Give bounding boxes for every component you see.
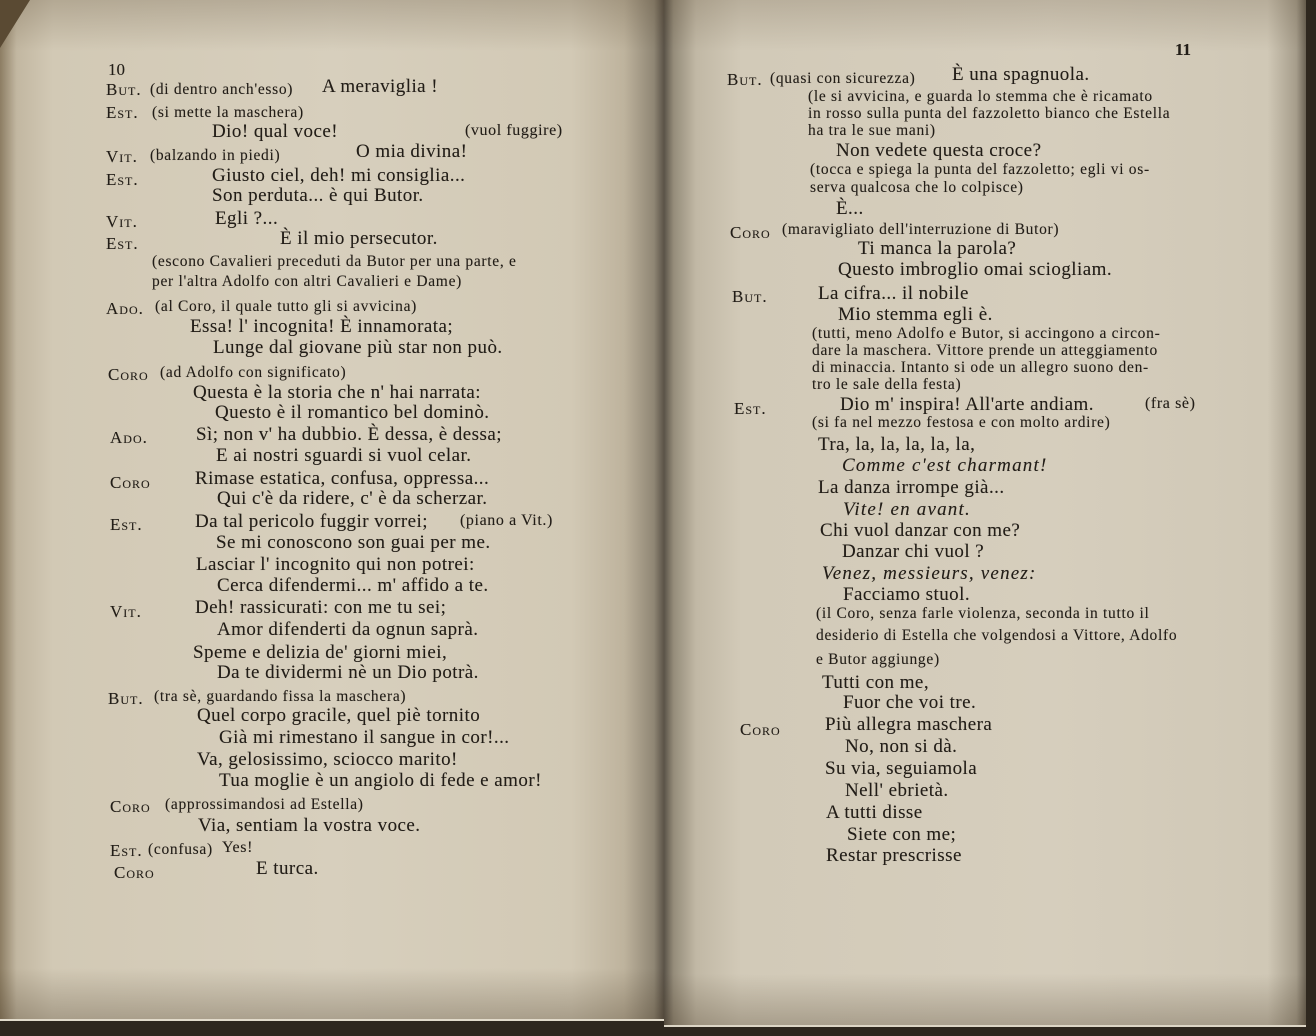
aside-direction: (vuol fuggire) xyxy=(465,122,563,139)
verse-line: Rimase estatica, confusa, oppressa... xyxy=(195,468,490,489)
verse-line: Quel corpo gracile, quel piè tornito xyxy=(197,705,481,726)
stage-direction: desiderio di Estella che volgendosi a Vittore, Adolfo xyxy=(816,627,1178,644)
verse-line: Fuor che voi tre. xyxy=(843,692,977,713)
speaker-label: Coro xyxy=(108,365,149,384)
verse-line: Questo imbroglio omai sciogliam. xyxy=(838,259,1113,280)
speaker-label: Coro xyxy=(110,473,151,492)
verse-line: Dio! qual voce! xyxy=(212,121,338,142)
verse-line: E turca. xyxy=(256,858,319,879)
verse-line: È il mio persecutor. xyxy=(280,228,438,249)
page-corner-fold xyxy=(0,0,30,48)
speaker-label: Est. xyxy=(106,170,139,189)
speaker-label: Coro xyxy=(730,223,771,242)
verse-line: Giusto ciel, deh! mi consiglia... xyxy=(212,165,466,186)
stage-direction: ha tra le sue mani) xyxy=(808,122,936,139)
verse-line: Via, sentiam la vostra voce. xyxy=(198,815,421,836)
stage-direction: (confusa) xyxy=(148,841,213,858)
stage-direction: e Butor aggiunge) xyxy=(816,651,940,668)
speaker-label: Coro xyxy=(110,797,151,816)
stage-direction: (balzando in piedi) xyxy=(150,147,281,164)
verse-line: Deh! rassicurati: con me tu sei; xyxy=(195,597,447,618)
speaker-label: Est. xyxy=(734,399,767,418)
verse-line: Egli ?... xyxy=(215,208,279,229)
verse-line: Questo è il romantico bel dominò. xyxy=(215,402,490,423)
stage-direction: dare la maschera. Vittore prende un atteggiamento xyxy=(812,342,1158,359)
verse-line: Lasciar l' incognito qui non potrei: xyxy=(196,554,475,575)
verse-line: Tra, la, la, la, la, la, xyxy=(818,434,976,455)
verse-line: Son perduta... è qui Butor. xyxy=(212,185,424,206)
speaker-label: But. xyxy=(106,80,142,99)
verse-line: Va, gelosissimo, sciocco marito! xyxy=(197,749,458,770)
stage-direction: per l'altra Adolfo con altri Cavalieri e Dame) xyxy=(152,273,463,290)
stage-direction: (tutti, meno Adolfo e Butor, si accingono a circon- xyxy=(812,325,1161,342)
stage-direction: (ad Adolfo con significato) xyxy=(160,364,347,381)
speaker-label: But. xyxy=(727,70,763,89)
stage-direction: (approssimandosi ad Estella) xyxy=(165,796,364,813)
speaker-label: Ado. xyxy=(110,428,148,447)
verse-line-french: Vite! en avant. xyxy=(843,499,971,520)
verse-line: No, non si dà. xyxy=(845,736,958,757)
verse-line: Questa è la storia che n' hai narrata: xyxy=(193,382,481,403)
verse-line: Essa! l' incognita! È innamorata; xyxy=(190,316,454,337)
verse-line: Non vedete questa croce? xyxy=(836,140,1042,161)
verse-line: Nell' ebrietà. xyxy=(845,780,949,801)
stage-direction: serva qualcosa che lo colpisce) xyxy=(810,179,1024,196)
verse-line: Ti manca la parola? xyxy=(858,238,1017,259)
speaker-label: Vit. xyxy=(110,602,142,621)
stage-direction: (di dentro anch'esso) xyxy=(150,81,294,98)
verse-line: Cerca difendermi... m' affido a te. xyxy=(217,575,489,596)
stage-direction: (si mette la maschera) xyxy=(152,104,304,121)
speaker-label: Est. xyxy=(106,234,139,253)
stage-direction: (le si avvicina, e guarda lo stemma che è ricamato xyxy=(808,88,1153,105)
verse-line: Tutti con me, xyxy=(822,672,930,693)
page-number: 10 xyxy=(108,60,125,79)
verse-line: È una spagnuola. xyxy=(952,64,1090,85)
speaker-label: Vit. xyxy=(106,147,138,166)
stage-direction: (quasi con sicurezza) xyxy=(770,70,916,87)
verse-line: La cifra... il nobile xyxy=(818,283,969,304)
verse-line: Più allegra maschera xyxy=(825,714,993,735)
stage-direction: in rosso sulla punta del fazzoletto bianco che Estella xyxy=(808,105,1171,122)
page-number: 11 xyxy=(1175,40,1192,59)
stage-direction: (tocca e spiega la punta del fazzoletto; egli vi os- xyxy=(810,161,1150,178)
speaker-label: Est. xyxy=(106,103,139,122)
verse-line-french: Venez, messieurs, venez: xyxy=(822,563,1037,584)
speaker-label: Coro xyxy=(740,720,781,739)
verse-line: Da te dividermi nè un Dio potrà. xyxy=(217,662,479,683)
speaker-label: Coro xyxy=(114,863,155,882)
stage-direction: (al Coro, il quale tutto gli si avvicina) xyxy=(155,298,418,315)
verse-line: Speme e delizia de' giorni miei, xyxy=(193,642,448,663)
verse-line: Tua moglie è un angiolo di fede e amor! xyxy=(219,770,542,791)
left-page xyxy=(0,0,664,1019)
stage-direction: tro le sale della festa) xyxy=(812,376,962,393)
verse-line: Siete con me; xyxy=(847,824,957,845)
verse-line: Danzar chi vuol ? xyxy=(842,541,985,562)
verse-line: Qui c'è da ridere, c' è da scherzar. xyxy=(217,488,488,509)
stage-direction: di minaccia. Intanto si ode un allegro suono den- xyxy=(812,359,1149,376)
stage-direction: (escono Cavalieri preceduti da Butor per una parte, e xyxy=(152,253,517,270)
verse-line: A meraviglia ! xyxy=(322,76,439,97)
speaker-label: Est. xyxy=(110,515,143,534)
verse-line: Mio stemma egli è. xyxy=(838,304,993,325)
right-page xyxy=(664,0,1306,1025)
verse-line: Facciamo stuol. xyxy=(843,584,971,605)
verse-line-french: Comme c'est charmant! xyxy=(842,455,1048,476)
stage-direction: (si fa nel mezzo festosa e con molto ardire) xyxy=(812,414,1111,431)
verse-line: Se mi conoscono son guai per me. xyxy=(216,532,491,553)
verse-line: Amor difenderti da ognun saprà. xyxy=(217,619,479,640)
speaker-label: Est. xyxy=(110,841,143,860)
speaker-label: But. xyxy=(732,287,768,306)
verse-line: Chi vuol danzar con me? xyxy=(820,520,1021,541)
verse-line: O mia divina! xyxy=(356,141,468,162)
verse-line: E ai nostri sguardi si vuol celar. xyxy=(216,445,472,466)
verse-line: Su via, seguiamola xyxy=(825,758,978,779)
verse-line: È... xyxy=(836,198,864,219)
aside-direction: (fra sè) xyxy=(1145,395,1196,412)
verse-line: Dio m' inspira! All'arte andiam. xyxy=(840,394,1094,415)
verse-line: A tutti disse xyxy=(826,802,923,823)
stage-direction: (maravigliato dell'interruzione di Butor) xyxy=(782,221,1060,238)
verse-line: Sì; non v' ha dubbio. È dessa, è dessa; xyxy=(196,424,502,445)
stage-direction: (tra sè, guardando fissa la maschera) xyxy=(154,688,407,705)
verse-line: La danza irrompe già... xyxy=(818,477,1005,498)
verse-line: Da tal pericolo fuggir vorrei; xyxy=(195,511,428,532)
verse-line: Lunge dal giovane più star non può. xyxy=(213,337,503,358)
stage-direction: (il Coro, senza farle violenza, seconda in tutto il xyxy=(816,605,1150,622)
verse-line: Già mi rimestano il sangue in cor!... xyxy=(219,727,510,748)
verse-line: Yes! xyxy=(222,839,254,856)
speaker-label: Ado. xyxy=(106,299,144,318)
verse-line: Restar prescrisse xyxy=(826,845,962,866)
speaker-label: Vit. xyxy=(106,212,138,231)
aside-direction: (piano a Vit.) xyxy=(460,512,553,529)
speaker-label: But. xyxy=(108,689,144,708)
